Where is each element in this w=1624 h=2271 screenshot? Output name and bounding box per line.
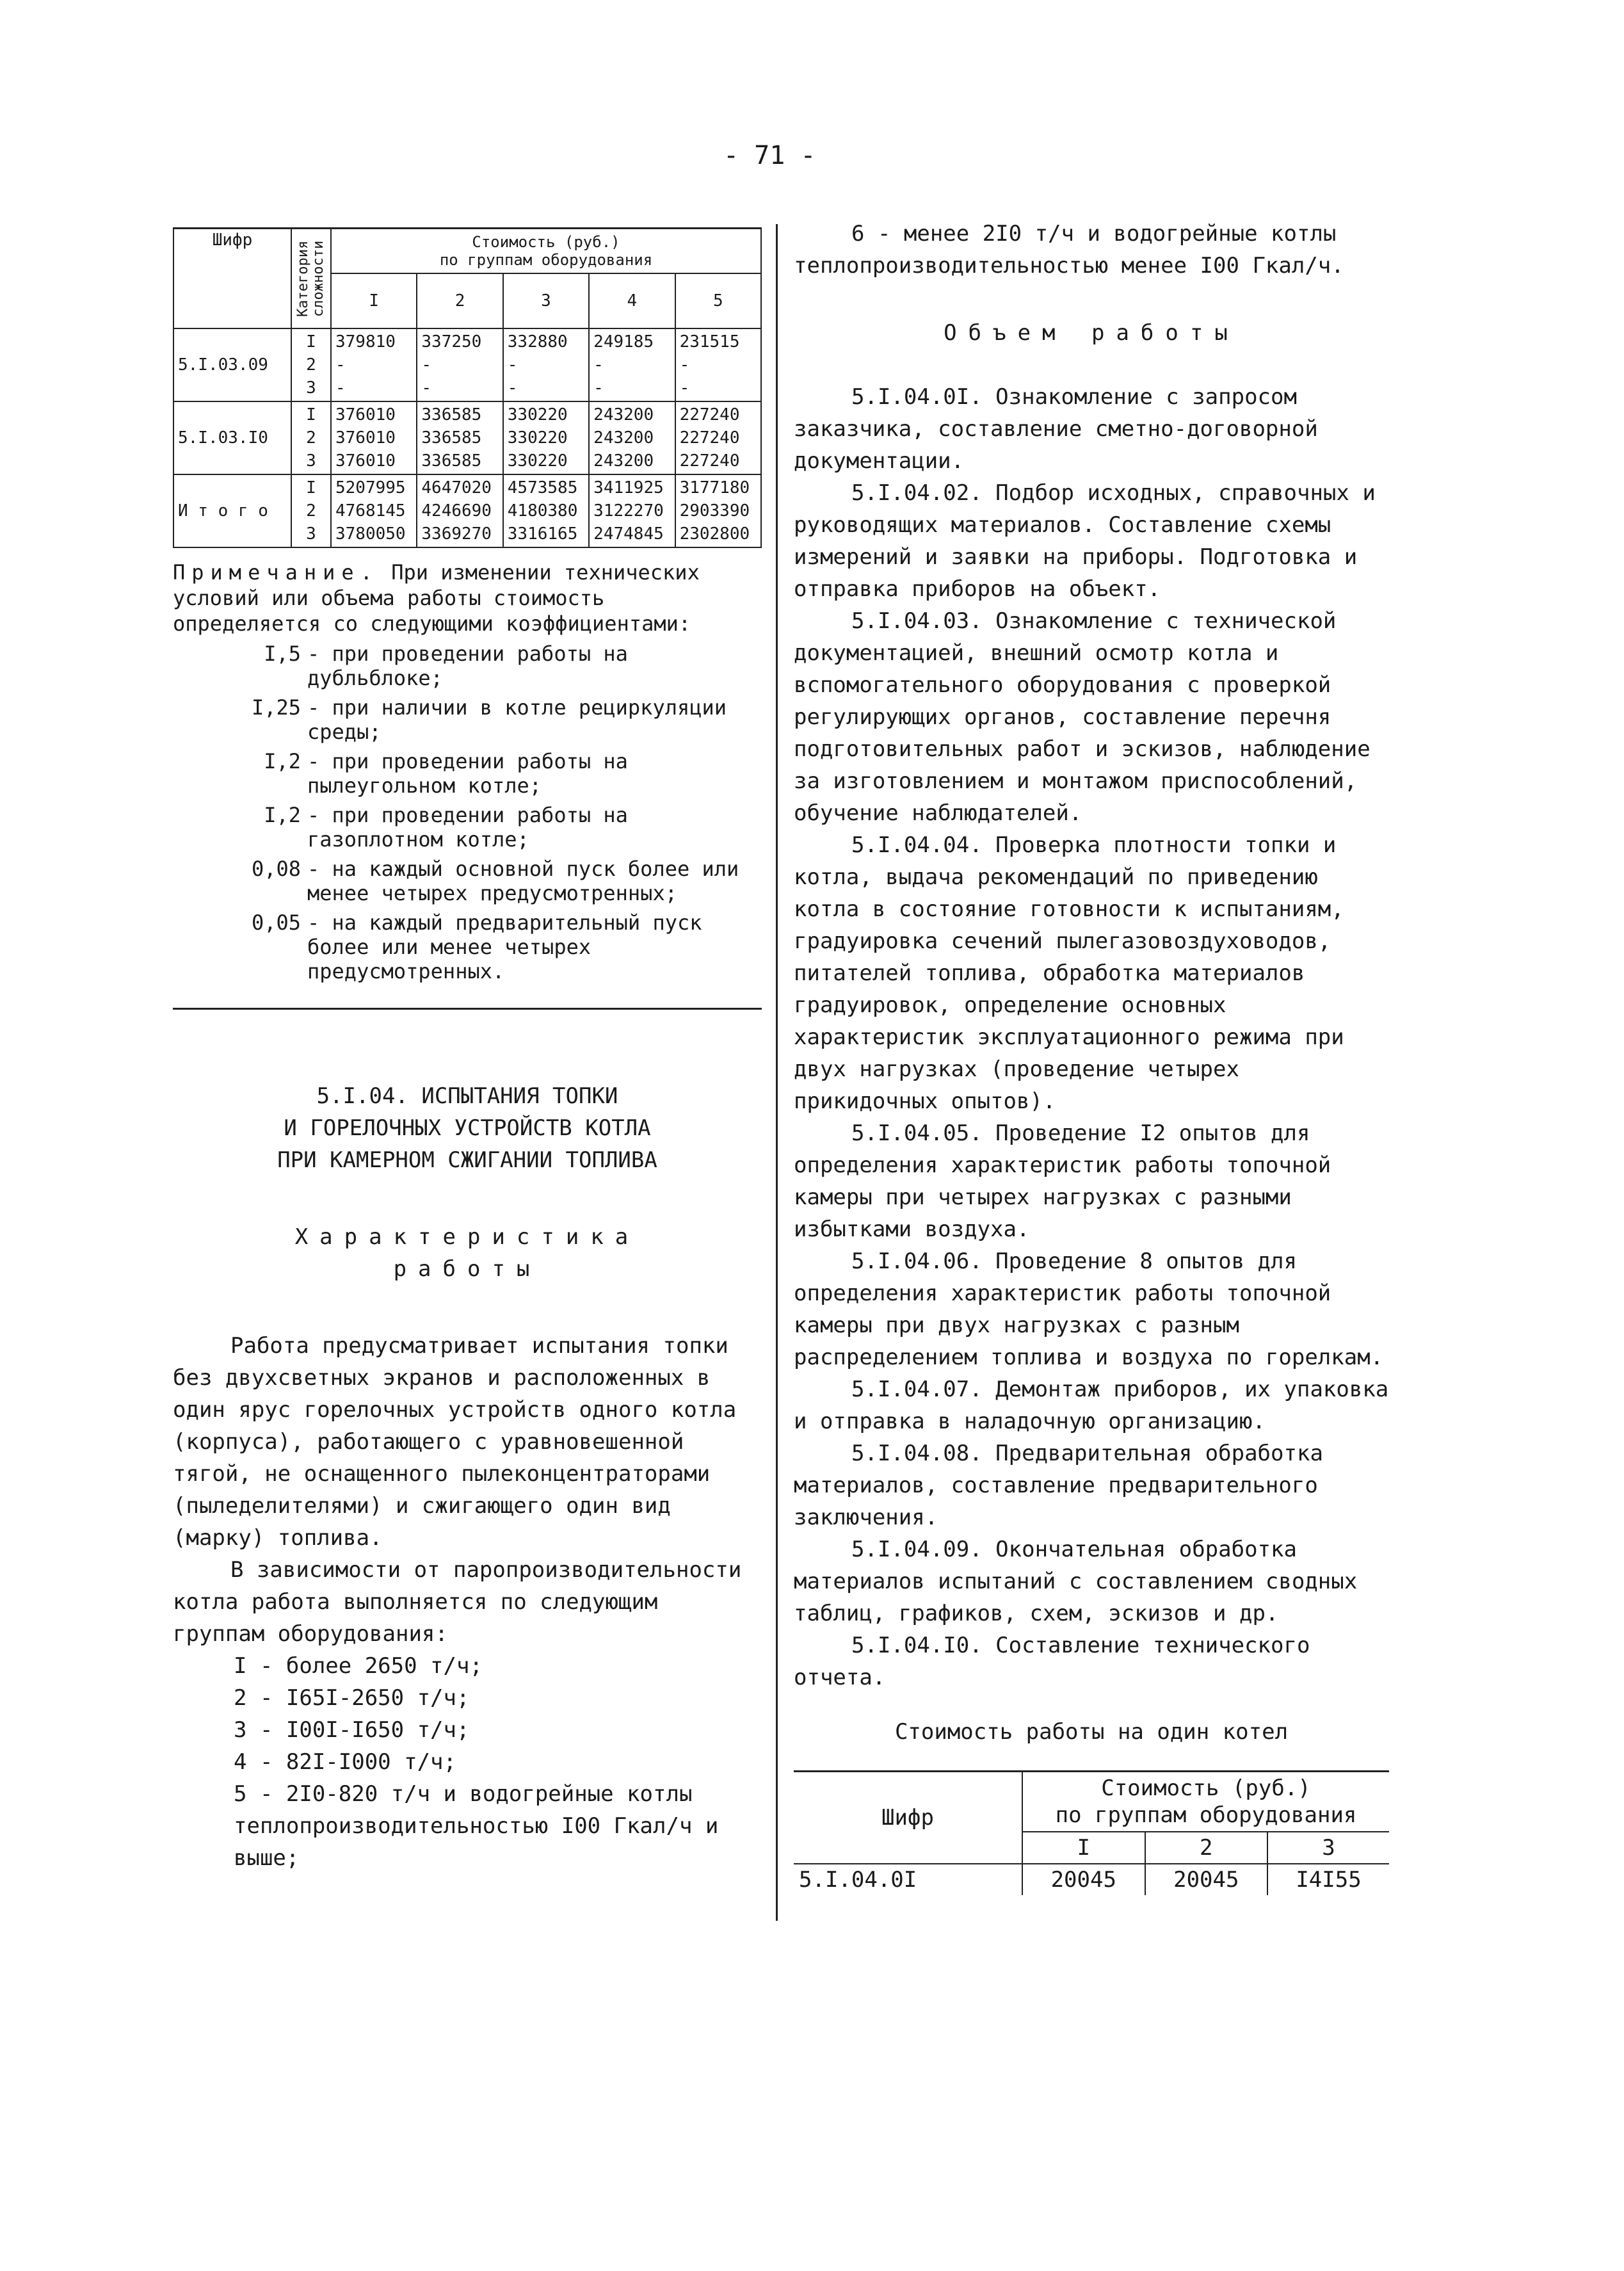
category-value: 2 bbox=[306, 355, 316, 375]
group-6: 6 - менее 2I0 т/ч и водогрейные котлы теплопроизводительностью менее I00 Гкал/ч. bbox=[794, 221, 1344, 279]
work-item: 5.I.04.0I. Ознакомление с запросом заказчика, составление сметно-договорной документации. bbox=[794, 384, 1318, 474]
header-cost: Стоимость (руб.) по группам оборудования bbox=[331, 229, 761, 274]
volume-heading: Объем работы bbox=[944, 320, 1239, 346]
header-group: 2 bbox=[417, 273, 502, 328]
cost-cell bbox=[503, 474, 589, 547]
column-divider bbox=[776, 224, 778, 1921]
coefficient-value: I,5 bbox=[264, 642, 301, 666]
cost-value: 336585 bbox=[421, 405, 482, 424]
equipment-group-item: 3 - I00I-I650 т/ч; bbox=[234, 1717, 470, 1743]
category-value: 2 bbox=[306, 428, 316, 448]
t2-header-cost: Стоимость (руб.) по группам оборудования bbox=[1022, 1772, 1389, 1832]
coefficient-text: - при проведении работы на газоплотном котле; bbox=[307, 803, 628, 852]
coefficient-text: - на каждый предварительный пуск более или менее четырех предусмотренных. bbox=[307, 910, 702, 983]
note-lead: Примечание. bbox=[173, 560, 379, 585]
cost-value: 227240 bbox=[679, 405, 740, 424]
cost-value: 376010 bbox=[335, 451, 396, 471]
table-row bbox=[173, 474, 761, 547]
cost-value: - bbox=[679, 378, 690, 398]
t2-header-group: I bbox=[1022, 1832, 1145, 1864]
equipment-group-item: 5 - 2I0-820 т/ч и водогрейные котлы теплопроизводительностью I00 Гкал/ч и выше; bbox=[234, 1781, 719, 1871]
category-value: I bbox=[306, 478, 316, 497]
cost-value: 330220 bbox=[507, 405, 568, 424]
coefficient-item bbox=[173, 803, 762, 852]
category-value: 3 bbox=[306, 378, 316, 398]
cost-value: - bbox=[335, 378, 346, 398]
cost-title: Стоимость работы на один котел bbox=[894, 1719, 1289, 1745]
cost-value: 336585 bbox=[421, 428, 482, 448]
t2-header-code: Шифр bbox=[794, 1772, 1022, 1864]
cost-cell bbox=[589, 474, 675, 547]
equipment-group-list bbox=[173, 1650, 762, 1874]
coefficient-text: - на каждый основной пуск более или менее четырех предусмотренных; bbox=[307, 857, 739, 905]
cost-value: 337250 bbox=[421, 332, 482, 352]
work-item: 5.I.04.06. Проведение 8 опытов для определения характеристик работы топочной камеры при двух нагрузках с разным распределением топлива и воздуха по горелкам. bbox=[794, 1249, 1384, 1370]
cost-table-5-1-04 bbox=[794, 1770, 1389, 1895]
category-value: 2 bbox=[306, 501, 316, 521]
cost-value: 4647020 bbox=[421, 478, 492, 497]
cost-cell bbox=[417, 401, 502, 474]
header-group: I bbox=[331, 273, 417, 328]
category-value: I bbox=[306, 405, 316, 424]
work-item: 5.I.04.07. Демонтаж приборов, их упаковка и отправка в наладочную организацию. bbox=[794, 1377, 1389, 1434]
category-value: 3 bbox=[306, 451, 316, 471]
row-code: 5.I.03.09 bbox=[173, 328, 291, 401]
cost-value: 330220 bbox=[507, 451, 568, 471]
coefficient-item bbox=[173, 857, 762, 905]
coefficient-value: I,25 bbox=[251, 695, 301, 720]
t2-cost-value: 20045 bbox=[1022, 1864, 1145, 1895]
cost-value: 336585 bbox=[421, 451, 482, 471]
cost-value: 379810 bbox=[335, 332, 396, 352]
cost-cell bbox=[503, 328, 589, 401]
cost-value: - bbox=[335, 355, 346, 375]
row-categories bbox=[291, 401, 331, 474]
cost-cell bbox=[331, 474, 417, 547]
cost-cell bbox=[675, 474, 761, 547]
cost-value: 330220 bbox=[507, 428, 568, 448]
header-category: Категория сложности bbox=[291, 229, 331, 329]
cost-value: 249185 bbox=[593, 332, 654, 352]
header-group: 5 bbox=[675, 273, 761, 328]
work-item: 5.I.04.I0. Составление технического отчета. bbox=[794, 1633, 1310, 1690]
cost-value: - bbox=[421, 378, 432, 398]
cost-value: 243200 bbox=[593, 428, 654, 448]
cost-value: - bbox=[507, 355, 518, 375]
horizontal-rule bbox=[173, 1008, 762, 1010]
note-text: При изменении технических условий или объема работы стоимость определяется со следующими коэффициентами: bbox=[173, 560, 700, 636]
work-item: 5.I.04.03. Ознакомление с технической документацией, внешний осмотр котла и вспомогательного оборудования с проверкой регулирующих органов, составление перечня подготовительных работ и эскизов, наблюдение за изготовлением и монтажом приспособлений, обучение наблюдателей. bbox=[794, 608, 1371, 826]
row-categories bbox=[291, 328, 331, 401]
coefficient-item bbox=[173, 749, 762, 798]
cost-cell bbox=[331, 401, 417, 474]
category-value: 3 bbox=[306, 524, 316, 544]
coefficient-value: 0,05 bbox=[251, 910, 301, 935]
right-column bbox=[794, 218, 1389, 1895]
work-item: 5.I.04.09. Окончательная обработка материалов испытаний с составлением сводных таблиц, графиков, схем, эскизов и др. bbox=[794, 1537, 1358, 1626]
cost-value: 376010 bbox=[335, 428, 396, 448]
row-code: И т о г о bbox=[173, 474, 291, 547]
cost-cell bbox=[675, 401, 761, 474]
work-item: 5.I.04.05. Проведение I2 опытов для определения характеристик работы топочной камеры при четырех нагрузках с разными избытками воздуха. bbox=[794, 1120, 1331, 1242]
coefficient-text: - при проведении работы на дубльблоке; bbox=[307, 642, 628, 690]
category-value: I bbox=[306, 332, 316, 352]
cost-value: 4246690 bbox=[421, 501, 492, 521]
cost-table-5-1-03 bbox=[173, 227, 762, 548]
cost-value: 2903390 bbox=[679, 501, 750, 521]
cost-value: 3316165 bbox=[507, 524, 578, 544]
cost-value: 227240 bbox=[679, 451, 740, 471]
coefficient-value: I,2 bbox=[264, 749, 301, 773]
cost-value: 4573585 bbox=[507, 478, 578, 497]
equipment-group-item: 4 - 82I-I000 т/ч; bbox=[234, 1749, 456, 1775]
cost-cell bbox=[589, 328, 675, 401]
cost-value: 4180380 bbox=[507, 501, 578, 521]
equipment-group-item: I - более 2650 т/ч; bbox=[234, 1653, 483, 1679]
coefficient-value: I,2 bbox=[264, 803, 301, 827]
coefficient-item bbox=[173, 642, 762, 690]
left-column bbox=[173, 227, 762, 1874]
cost-value: 227240 bbox=[679, 428, 740, 448]
cost-cell bbox=[417, 474, 502, 547]
header-group: 4 bbox=[589, 273, 675, 328]
equipment-group-item: 2 - I65I-2650 т/ч; bbox=[234, 1685, 470, 1711]
page-number: - 71 - bbox=[723, 141, 816, 170]
cost-cell bbox=[503, 401, 589, 474]
table-row bbox=[173, 401, 761, 474]
cost-value: 3122270 bbox=[593, 501, 664, 521]
characteristic-heading: Характеристика работы bbox=[294, 1224, 640, 1282]
work-item: 5.I.04.04. Проверка плотности топки и котла, выдача рекомендаций по приведению котла в состояние готовности к испытаниям, градуировка сечений пылегазовоздуховодов, питателей топлива, обработка материалов градуировок, определение основных характеристик эксплуатационного режима при двух нагрузках (проведение четырех прикидочных опытов). bbox=[794, 832, 1344, 1114]
t2-header-group: 3 bbox=[1267, 1832, 1389, 1864]
cost-cell bbox=[675, 328, 761, 401]
cost-value: - bbox=[593, 355, 604, 375]
cost-value: 243200 bbox=[593, 451, 654, 471]
work-items-list bbox=[794, 381, 1389, 1693]
cost-value: 2474845 bbox=[593, 524, 664, 544]
work-item: 5.I.04.02. Подбор исходных, справочных и руководящих материалов. Составление схемы измерений и заявки на приборы. Подготовка и отправка приборов на объект. bbox=[794, 480, 1376, 602]
note bbox=[173, 560, 762, 636]
cost-value: 5207995 bbox=[335, 478, 406, 497]
t2-header-group: 2 bbox=[1145, 1832, 1268, 1864]
cost-value: - bbox=[421, 355, 432, 375]
coefficient-text: - при проведении работы на пылеугольном котле; bbox=[307, 749, 628, 798]
cost-value: 243200 bbox=[593, 405, 654, 424]
header-group: 3 bbox=[503, 273, 589, 328]
header-code: Шифр bbox=[173, 229, 291, 329]
coefficient-list bbox=[173, 642, 762, 983]
cost-value: 376010 bbox=[335, 405, 396, 424]
section-title: 5.I.04. ИСПЫТАНИЯ ТОПКИ И ГОРЕЛОЧНЫХ УСТРОЙСТВ КОТЛА ПРИ КАМЕРНОМ СЖИГАНИИ ТОПЛИВА bbox=[277, 1083, 657, 1173]
paragraph-description: Работа предусматривает испытания топки без двухсветных экранов и расположенных в один ярус горелочных устройств одного котла (корпуса), работающего с уравновешенной тягой, не оснащенного пылеконцентраторами (пыледелителями) и сжигающего один вид (марку) топлива. bbox=[173, 1333, 737, 1551]
row-categories bbox=[291, 474, 331, 547]
paragraph-groups-intro: В зависимости от паропроизводительности котла работа выполняется по следующим группам оборудования: bbox=[173, 1557, 742, 1647]
cost-value: 332880 bbox=[507, 332, 568, 352]
cost-value: - bbox=[507, 378, 518, 398]
cost-value: - bbox=[593, 378, 604, 398]
table-row bbox=[173, 328, 761, 401]
coefficient-item bbox=[173, 695, 762, 744]
cost-cell bbox=[417, 328, 502, 401]
cost-value: 3780050 bbox=[335, 524, 406, 544]
t2-cost-value: I4I55 bbox=[1267, 1864, 1389, 1895]
cost-value: 4768145 bbox=[335, 501, 406, 521]
cost-value: 2302800 bbox=[679, 524, 750, 544]
cost-value: 231515 bbox=[679, 332, 740, 352]
cost-cell bbox=[331, 328, 417, 401]
coefficient-value: 0,08 bbox=[251, 857, 301, 881]
t2-row-code: 5.I.04.0I bbox=[794, 1864, 1022, 1895]
cost-value: 3369270 bbox=[421, 524, 492, 544]
t2-cost-value: 20045 bbox=[1145, 1864, 1268, 1895]
coefficient-item bbox=[173, 910, 762, 983]
cost-value: 3177180 bbox=[679, 478, 750, 497]
cost-value: - bbox=[679, 355, 690, 375]
coefficient-text: - при наличии в котле рециркуляции среды; bbox=[307, 695, 727, 744]
row-code: 5.I.03.I0 bbox=[173, 401, 291, 474]
work-item: 5.I.04.08. Предварительная обработка материалов, составление предварительного заключения. bbox=[794, 1441, 1323, 1530]
cost-value: 3411925 bbox=[593, 478, 664, 497]
cost-cell bbox=[589, 401, 675, 474]
table-row bbox=[794, 1864, 1389, 1895]
